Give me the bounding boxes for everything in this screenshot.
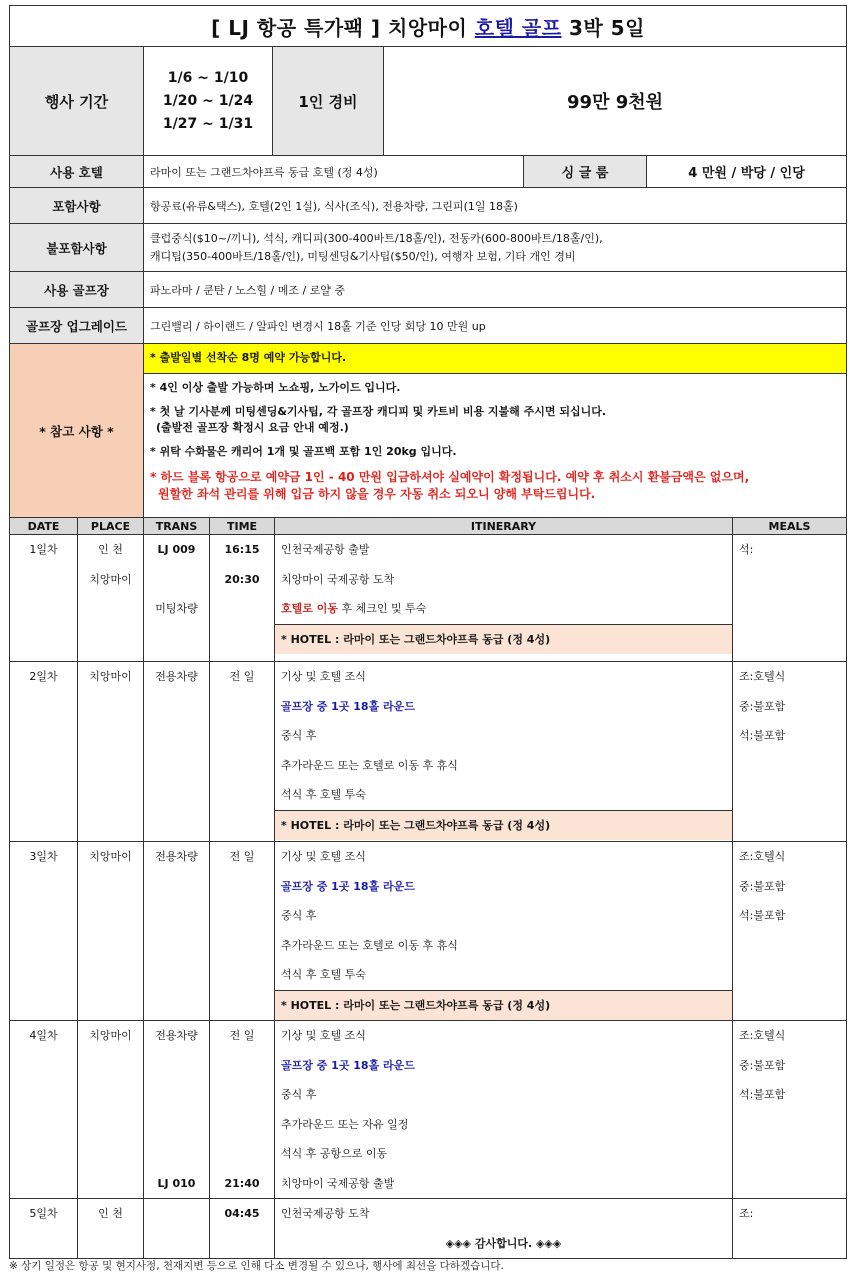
day-row xyxy=(10,1199,847,1259)
title-highlight: 호텔 골프 xyxy=(474,15,562,40)
day-row xyxy=(10,842,847,1021)
day-meals: 조:호텔식 중:불포함 석:불포함 xyxy=(733,662,847,842)
itinerary-item: 골프장 중 1곳 18홀 라운드 xyxy=(281,699,415,713)
day-meals: 조:호텔식 중:불포함 석:불포함 xyxy=(733,1021,847,1199)
period-label: 행사 기간 xyxy=(10,47,144,156)
itinerary-item: 추가라운드 또는 호텔로 이동 후 휴식 xyxy=(281,938,458,952)
itinerary-item: 중식 후 xyxy=(281,909,317,922)
day-date: 5일차 xyxy=(10,1199,78,1259)
notes-highlight: * 출발일별 선착순 8명 예약 가능합니다. xyxy=(144,344,846,374)
excluded-line: 클럽중식($10~/끼니), 석식, 캐디피(300-400바트/18홀/인), 전동카(600-800바트/18홀/인), xyxy=(150,231,603,245)
itinerary-item: 석식 후 호텔 투숙 xyxy=(281,788,366,801)
title-duration: 3박 5일 xyxy=(561,15,645,40)
price-value: 99만 9천원 xyxy=(384,47,847,156)
day-row xyxy=(10,535,847,662)
day-date: 2일차 xyxy=(10,662,78,842)
itinerary-item: 기상 및 호텔 조식 xyxy=(281,850,366,863)
footer-note: ※ 상기 일정은 항공 및 현지사정, 천재지변 등으로 인해 다소 변경될 수 있으나, 행사에 최선을 다하겠습니다. xyxy=(9,1260,504,1272)
day-trans xyxy=(144,1199,210,1259)
day-time: 전 일 xyxy=(210,842,275,1021)
note-line: (출발전 골프장 확정시 요금 안내 예정.) xyxy=(156,421,349,434)
day-date: 1일차 xyxy=(10,535,78,662)
excluded-line: 캐디팁(350-400바트/18홀/인), 미팅센딩&기사팁($50/인), 여행자 보험, 기타 개인 경비 xyxy=(150,249,576,263)
single-room-label: 싱 글 룸 xyxy=(524,156,647,188)
day-date: 3일차 xyxy=(10,842,78,1021)
itinerary-item: 골프장 중 1곳 18홀 라운드 xyxy=(281,879,415,893)
upgrade-label: 골프장 업그레이드 xyxy=(10,308,144,344)
itinerary-table xyxy=(9,517,847,1259)
thanks-message: ◈◈◈ 감사합니다. ◈◈◈ xyxy=(445,1236,562,1250)
day-trans: 전용차량 LJ 010 xyxy=(144,1021,210,1199)
day-meals: 조: xyxy=(733,1199,847,1259)
notes-warning: * 하드 블록 항공으로 예약금 1인 - 40 만원 입금하셔야 실예약이 확정됩니다. 예약 후 취소시 환불금액은 없으며, xyxy=(150,470,750,484)
day-trans: 전용차량 xyxy=(144,662,210,842)
itinerary-header-row xyxy=(10,518,847,535)
day-trans: LJ 009 미팅차량 xyxy=(144,535,210,662)
info-table xyxy=(9,5,847,518)
notes-warning: 원할한 좌석 관리를 위해 입금 하지 않을 경우 자동 취소 되오니 양해 부탁드립니다. xyxy=(158,487,596,501)
day-itinerary xyxy=(275,1199,733,1259)
header-meals: MEALS xyxy=(733,518,847,535)
date-range: 1/27 ~ 1/31 xyxy=(162,115,254,132)
header-trans: TRANS xyxy=(144,518,210,535)
header-date: DATE xyxy=(10,518,78,535)
header-itinerary: ITINERARY xyxy=(275,518,733,535)
day-date: 4일차 xyxy=(10,1021,78,1199)
notes-content xyxy=(144,344,847,518)
hotel-note: * HOTEL : 라마이 또는 그랜드차야프륵 동급 (정 4성) xyxy=(275,990,732,1021)
included-value: 항공료(유류&택스), 호텔(2인 1실), 식사(조식), 전용차량, 그린피(1일 18홀) xyxy=(144,188,847,224)
day-meals: 조:호텔식 중:불포함 석:불포함 xyxy=(733,842,847,1021)
day-time: 16:15 20:30 xyxy=(210,535,275,662)
day-time: 전 일 xyxy=(210,662,275,842)
note-line: * 첫 날 기사분께 미팅센딩&기사팁, 각 골프장 캐디피 및 카트비 비용 지불해 주시면 되십니다. xyxy=(150,405,607,418)
day-itinerary xyxy=(275,535,733,662)
included-label: 포함사항 xyxy=(10,188,144,224)
itinerary-item: 기상 및 호텔 조식 xyxy=(281,670,366,683)
itinerary-sheet xyxy=(9,5,846,1259)
itinerary-item: 인천국제공항 도착 xyxy=(281,1207,370,1220)
day-time: 04:45 xyxy=(210,1199,275,1259)
hotel-note: * HOTEL : 라마이 또는 그랜드차야프륵 동급 (정 4성) xyxy=(275,810,732,841)
itinerary-item: 석식 후 공항으로 이동 xyxy=(281,1147,388,1160)
day-place: 인 천 xyxy=(78,1199,144,1259)
title-text: [ LJ 항공 특가팩 ] 치앙마이 xyxy=(211,15,475,40)
period-dates xyxy=(144,47,273,156)
itinerary-item: 치앙마이 국제공항 도착 xyxy=(281,572,395,586)
notes-label: * 참고 사항 * xyxy=(10,344,144,518)
header-place: PLACE xyxy=(78,518,144,535)
itinerary-item: 골프장 중 1곳 18홀 라운드 xyxy=(281,1058,415,1072)
day-place: 치앙마이 xyxy=(78,662,144,842)
day-row xyxy=(10,1021,847,1199)
day-place: 치앙마이 xyxy=(78,842,144,1021)
golf-course-value: 파노라마 / 쿤탄 / 노스힐 / 메조 / 로얄 중 xyxy=(144,272,847,308)
date-range: 1/6 ~ 1/10 xyxy=(167,69,249,86)
upgrade-value: 그린밸리 / 하이랜드 / 알파인 변경시 18홀 기준 인당 회당 10 만원 up xyxy=(144,308,847,344)
itinerary-item: 중식 후 xyxy=(281,1088,317,1101)
day-trans: 전용차량 xyxy=(144,842,210,1021)
day-itinerary xyxy=(275,842,733,1021)
hotel-label: 사용 호텔 xyxy=(10,156,144,188)
day-itinerary xyxy=(275,662,733,842)
page-title xyxy=(10,6,847,47)
note-line: * 4인 이상 출발 가능하며 노쇼핑, 노가이드 입니다. xyxy=(150,381,401,394)
itinerary-item: 치앙마이 국제공항 출발 xyxy=(281,1176,395,1190)
day-meals: 석: xyxy=(733,535,847,662)
hotel-note: * HOTEL : 라마이 또는 그랜드차야프륵 동급 (정 4성) xyxy=(275,624,732,655)
itinerary-item: 기상 및 호텔 조식 xyxy=(281,1029,366,1042)
day-time: 전 일 21:40 xyxy=(210,1021,275,1199)
excluded-label: 불포함사항 xyxy=(10,224,144,272)
golf-course-label: 사용 골프장 xyxy=(10,272,144,308)
itinerary-item: 석식 후 호텔 투숙 xyxy=(281,968,366,981)
excluded-value xyxy=(144,224,847,272)
day-itinerary xyxy=(275,1021,733,1199)
itinerary-item: 추가라운드 또는 호텔로 이동 후 휴식 xyxy=(281,758,458,772)
itinerary-item: 호텔로 이동 후 체크인 및 투숙 xyxy=(281,602,427,615)
note-line: * 위탁 수화물은 캐리어 1개 및 골프백 포함 1인 20kg 입니다. xyxy=(150,445,457,458)
itinerary-item: 추가라운드 또는 자유 일정 xyxy=(281,1117,409,1131)
date-range: 1/20 ~ 1/24 xyxy=(162,92,254,109)
day-row xyxy=(10,662,847,842)
itinerary-item: 중식 후 xyxy=(281,729,317,742)
single-room-value: 4 만원 / 박당 / 인당 xyxy=(647,156,847,188)
day-place: 치앙마이 xyxy=(78,1021,144,1199)
header-time: TIME xyxy=(210,518,275,535)
itinerary-item: 인천국제공항 출발 xyxy=(281,543,370,556)
day-place: 인 천 치앙마이 xyxy=(78,535,144,662)
cost-label: 1인 경비 xyxy=(273,47,384,156)
hotel-value: 라마이 또는 그랜드차야프륵 동급 호텔 (정 4성) xyxy=(144,156,524,188)
